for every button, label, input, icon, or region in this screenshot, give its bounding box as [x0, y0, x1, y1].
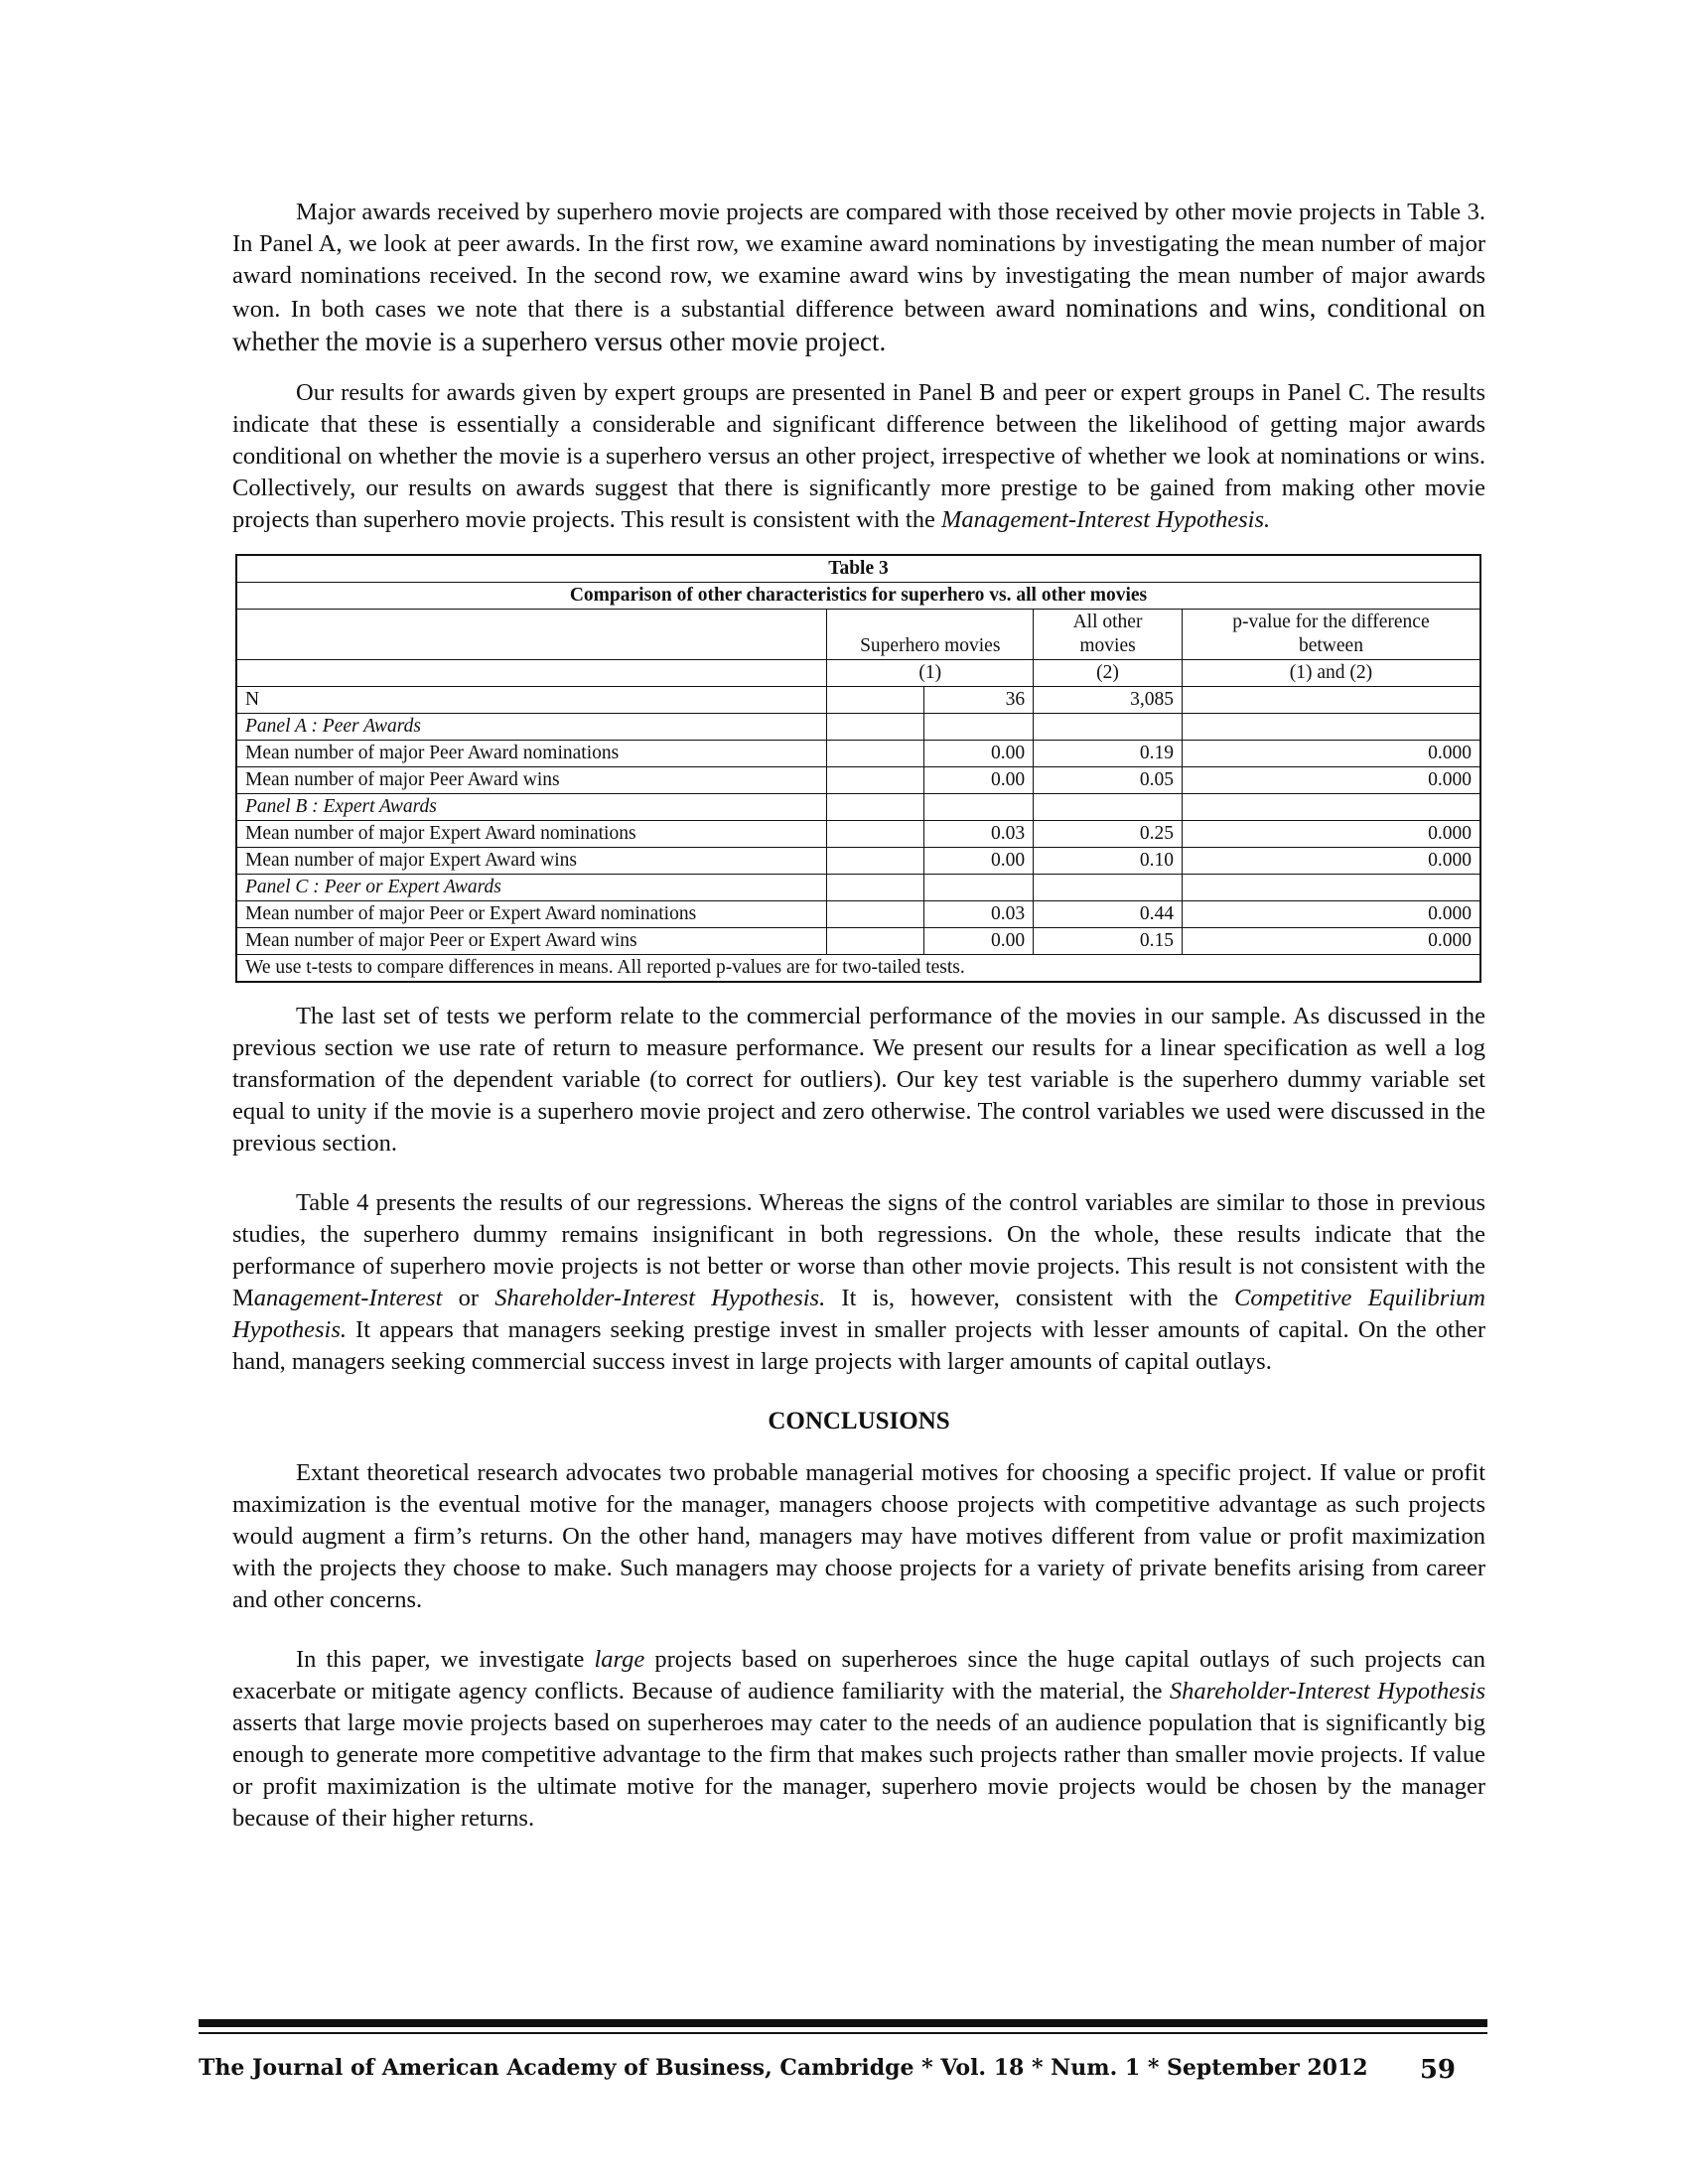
paragraph-text: Table 4 presents the results of our regressions. Whereas the signs of the control variables are similar to those in previous studies, the superhero dummy remains insignificant in both regressions. On the whole, these results indicate that the performance of superhero movie projects is not better or worse than other movie projects. This result is not consistent with the M: [232, 1189, 1485, 1311]
row-pvalue: 0.000: [1182, 848, 1480, 875]
row-pvalue: [1182, 714, 1480, 741]
colnum-2: (2): [1034, 660, 1183, 687]
row-superhero-value: 0.03: [924, 821, 1034, 848]
italic-term: Shareholder-Interest Hypothesis.: [494, 1285, 826, 1311]
row-spacer-cell: [827, 687, 924, 714]
row-pvalue: [1182, 875, 1480, 901]
italic-term: anagement-Interest: [253, 1285, 443, 1311]
header-all-other-line2: movies: [1079, 635, 1136, 656]
paragraph-3: [232, 1001, 1485, 1160]
table-header-row: [236, 610, 1480, 660]
table-title-row: [236, 555, 1480, 583]
page-content: [232, 197, 1485, 1835]
row-superhero-value: 0.00: [924, 741, 1034, 767]
table-3-container: [232, 554, 1485, 983]
paragraph-text: asserts that large movie projects based on superheroes may cater to the needs of an audience population that is significantly big enough to generate more competitive advantage to the firm that makes such projects rather than smaller movie projects. If value or profit maximization is the ultimate motive for the manager, superhero movie projects would be chosen by the manager because of their higher returns.: [232, 1709, 1485, 1832]
paragraph-text: or: [442, 1285, 495, 1311]
paragraph-6: [232, 1644, 1485, 1835]
row-all-other-value: [1034, 714, 1183, 741]
table-body: [236, 687, 1480, 955]
row-all-other-value: 0.05: [1034, 767, 1183, 794]
table-subtitle-row: [236, 583, 1480, 610]
header-superhero: Superhero movies: [827, 610, 1034, 660]
row-pvalue: [1182, 794, 1480, 821]
table-row: [236, 714, 1480, 741]
paragraph-text: Major awards received by superhero movie projects are compared with those received by other movie projects in Table 3. In Panel A, we look at peer awards. In the first row, we examine award nominations by investigating the mean number of major award nominations received. In the second row, we examine award wins by investigating the mean number of major awards won. In both cases we note that there is a substantial difference between award: [232, 199, 1485, 323]
table-note: We use t-tests to compare differences in means. All reported p-values are for two-tailed tests.: [236, 955, 1480, 983]
row-spacer-cell: [827, 741, 924, 767]
section-heading-conclusions: CONCLUSIONS: [768, 1408, 950, 1434]
row-superhero-value: 0.00: [924, 928, 1034, 955]
italic-term: Management-Interest Hypothesis.: [941, 506, 1271, 533]
row-all-other-value: 0.19: [1034, 741, 1183, 767]
row-pvalue: 0.000: [1182, 928, 1480, 955]
row-label: Mean number of major Peer Award nominations: [236, 741, 827, 767]
row-pvalue: 0.000: [1182, 741, 1480, 767]
paragraph-text: It is, however, consistent with the: [825, 1285, 1234, 1311]
row-spacer-cell: [827, 767, 924, 794]
paragraph-1: [232, 197, 1485, 359]
row-label: Panel A : Peer Awards: [236, 714, 827, 741]
table-subtitle: Comparison of other characteristics for superhero vs. all other movies: [236, 583, 1480, 610]
row-pvalue: 0.000: [1182, 767, 1480, 794]
paragraph-text-large: nominations and wins, conditional on whether the movie is a superhero versus other movie project.: [232, 293, 1485, 356]
header-all-other-line1: All other: [1072, 612, 1143, 632]
footer-rule-thin: [199, 2032, 1487, 2034]
table-row: [236, 767, 1480, 794]
header-pvalue-line2: between: [1298, 635, 1363, 656]
table-row: [236, 875, 1480, 901]
table-title: Table 3: [236, 555, 1480, 583]
row-label: Mean number of major Peer or Expert Award nominations: [236, 901, 827, 928]
row-spacer-cell: [827, 875, 924, 901]
row-superhero-value: 36: [924, 687, 1034, 714]
row-label: Mean number of major Expert Award wins: [236, 848, 827, 875]
header-pvalue: [1182, 610, 1480, 660]
italic-term: large: [594, 1646, 645, 1673]
table-3: [235, 554, 1481, 983]
row-label: Mean number of major Peer Award wins: [236, 767, 827, 794]
row-all-other-value: 0.10: [1034, 848, 1183, 875]
header-pvalue-line1: p-value for the difference: [1232, 612, 1430, 632]
row-all-other-value: 0.25: [1034, 821, 1183, 848]
paragraph-text: projects based on superheroes since the huge capital outlays of such projects can exacerbate or mitigate agency conflicts. Because of audience familiarity with the material, the: [232, 1646, 1485, 1705]
row-all-other-value: 3,085: [1034, 687, 1183, 714]
paragraph-text: It appears that managers seeking prestige invest in smaller projects with lesser amounts of capital. On the other hand, managers seeking commercial success invest in large projects with larger amounts of capital outlays.: [232, 1316, 1485, 1375]
row-spacer-cell: [827, 901, 924, 928]
row-superhero-value: [924, 794, 1034, 821]
row-superhero-value: [924, 875, 1034, 901]
table-row: [236, 687, 1480, 714]
row-label: Mean number of major Peer or Expert Award wins: [236, 928, 827, 955]
paragraph-text: The last set of tests we perform relate to the commercial performance of the movies in our sample. As discussed in the previous section we use rate of return to measure performance. We present our results for a linear specification as well a log transformation of the dependent variable (to correct for outliers). Our key test variable is the superhero dummy variable set equal to unity if the movie is a superhero movie project and zero otherwise. The control variables we used were discussed in the previous section.: [232, 1003, 1485, 1157]
row-label: Panel B : Expert Awards: [236, 794, 827, 821]
row-label: N: [236, 687, 827, 714]
row-spacer-cell: [827, 794, 924, 821]
row-label: Panel C : Peer or Expert Awards: [236, 875, 827, 901]
table-row: [236, 741, 1480, 767]
table-row: [236, 928, 1480, 955]
paragraph-text: Extant theoretical research advocates two probable managerial motives for choosing a specific project. If value or profit maximization is the eventual motive for the manager, managers choose projects with competitive advantage as such projects would augment a firm’s returns. On the other hand, managers may have motives different from value or profit maximization with the projects they choose to make. Such managers may choose projects for a variety of private benefits arising from career and other concerns.: [232, 1459, 1485, 1613]
row-spacer-cell: [827, 928, 924, 955]
row-pvalue: 0.000: [1182, 821, 1480, 848]
colnum-3: (1) and (2): [1182, 660, 1480, 687]
colnum-1: (1): [827, 660, 1034, 687]
paragraph-2: [232, 377, 1485, 536]
table-row: [236, 848, 1480, 875]
row-all-other-value: 0.44: [1034, 901, 1183, 928]
row-superhero-value: 0.00: [924, 848, 1034, 875]
row-all-other-value: [1034, 875, 1183, 901]
row-all-other-value: 0.15: [1034, 928, 1183, 955]
row-superhero-value: [924, 714, 1034, 741]
footer-rule-thick: [199, 2019, 1487, 2027]
italic-term: Competitive Equilibrium Hypothesis.: [232, 1285, 1485, 1343]
row-spacer-cell: [827, 821, 924, 848]
paragraph-5: [232, 1457, 1485, 1616]
row-spacer-cell: [827, 714, 924, 741]
header-empty-cell: [236, 610, 827, 660]
journal-citation: The Journal of American Academy of Business, Cambridge * Vol. 18 * Num. 1 * September 2012: [199, 2055, 1368, 2081]
page-footer: [199, 2055, 1487, 2095]
paragraph-4: [232, 1187, 1485, 1378]
page-number: 59: [1419, 2055, 1456, 2085]
row-label: Mean number of major Expert Award nominations: [236, 821, 827, 848]
paragraph-text: In this paper, we investigate: [296, 1646, 595, 1673]
italic-term: Shareholder-Interest Hypothesis: [1169, 1678, 1485, 1705]
table-row: [236, 901, 1480, 928]
row-pvalue: 0.000: [1182, 901, 1480, 928]
row-superhero-value: 0.03: [924, 901, 1034, 928]
row-all-other-value: [1034, 794, 1183, 821]
table-colnum-row: [236, 660, 1480, 687]
row-spacer-cell: [827, 848, 924, 875]
row-superhero-value: 0.00: [924, 767, 1034, 794]
paragraph-text: Our results for awards given by expert groups are presented in Panel B and peer or expert groups in Panel C. The results indicate that these is essentially a considerable and significant difference between the likelihood of getting major awards conditional on whether the movie is a superhero versus an other project, irrespective of whether we look at nominations or wins. Collectively, our results on awards suggest that there is significantly more prestige to be gained from making other movie projects than superhero movie projects. This result is consistent with the: [232, 379, 1485, 533]
header-all-other: [1034, 610, 1183, 660]
colnum-empty-cell: [236, 660, 827, 687]
table-note-row: [236, 955, 1480, 983]
table-row: [236, 794, 1480, 821]
row-pvalue: [1182, 687, 1480, 714]
table-row: [236, 821, 1480, 848]
